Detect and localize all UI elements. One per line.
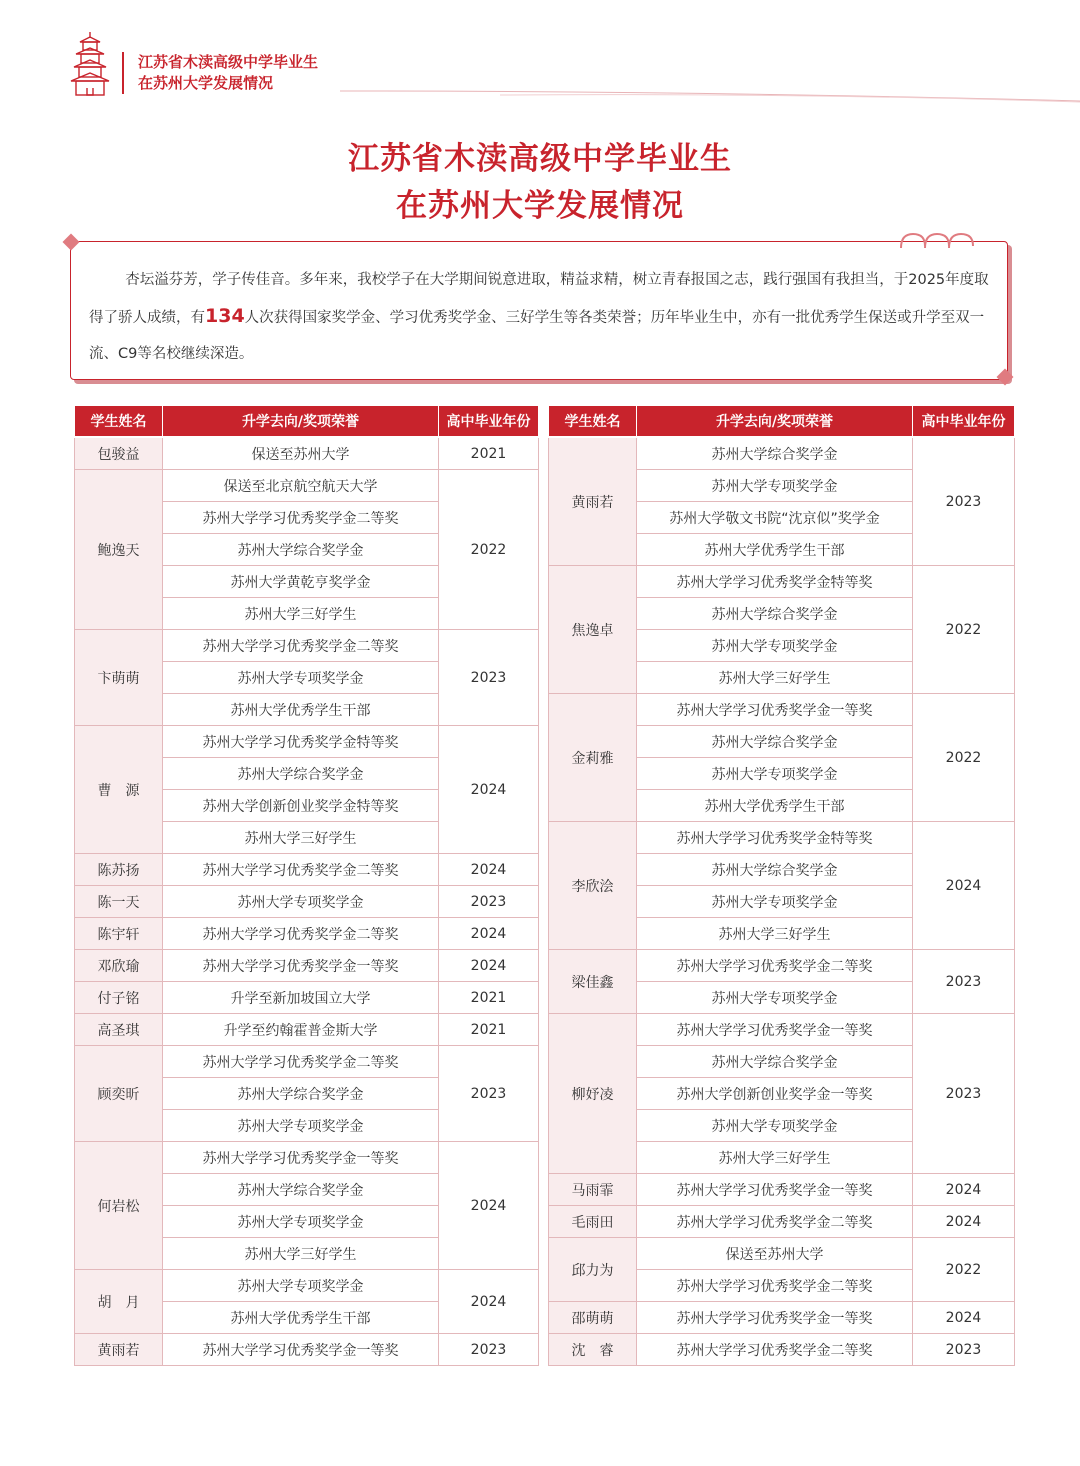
student-name: 焦逸卓	[549, 566, 637, 694]
honor-item: 苏州大学综合奖学金	[637, 598, 913, 630]
honor-item: 苏州大学综合奖学金	[163, 1078, 439, 1110]
honor-item: 苏州大学学习优秀奖学金一等奖	[637, 1302, 913, 1334]
table-row	[75, 1014, 539, 1046]
graduation-year: 2023	[439, 630, 539, 726]
honor-item: 保送至北京航空航天大学	[163, 470, 439, 502]
page-title-line1: 江苏省木渎高级中学毕业生	[348, 141, 732, 177]
graduation-year: 2023	[913, 1334, 1015, 1366]
honor-item: 苏州大学学习优秀奖学金二等奖	[637, 1334, 913, 1366]
header-name: 学生姓名	[75, 406, 163, 438]
table-row	[549, 1334, 1015, 1366]
honor-item: 保送至苏州大学	[637, 1238, 913, 1270]
table-row	[75, 1334, 539, 1366]
graduation-year: 2024	[439, 854, 539, 886]
student-name: 邵萌萌	[549, 1302, 637, 1334]
table-row	[549, 822, 1015, 854]
honor-item: 苏州大学优秀学生干部	[637, 790, 913, 822]
honor-item: 苏州大学专项奖学金	[163, 1110, 439, 1142]
honor-item: 苏州大学三好学生	[163, 1238, 439, 1270]
header-name: 学生姓名	[549, 406, 637, 438]
honor-item: 苏州大学优秀学生干部	[637, 534, 913, 566]
honor-item: 苏州大学专项奖学金	[163, 1270, 439, 1302]
header-honor: 升学去向/奖项荣誉	[163, 406, 439, 438]
honor-item: 苏州大学学习优秀奖学金特等奖	[637, 822, 913, 854]
honor-item: 苏州大学专项奖学金	[637, 470, 913, 502]
honor-item: 苏州大学学习优秀奖学金二等奖	[637, 1270, 913, 1302]
graduation-year: 2024	[913, 822, 1015, 950]
table-row	[75, 437, 539, 470]
table-row	[75, 1270, 539, 1302]
right-honors-table	[548, 405, 1015, 1366]
student-name: 包骏益	[75, 437, 163, 470]
honor-item: 苏州大学黄乾亨奖学金	[163, 566, 439, 598]
student-name: 何岩松	[75, 1142, 163, 1270]
table-row	[75, 918, 539, 950]
honor-item: 苏州大学专项奖学金	[637, 886, 913, 918]
intro-paragraph	[89, 262, 991, 372]
table-row	[75, 1142, 539, 1174]
table-row	[75, 726, 539, 758]
student-name: 卞萌萌	[75, 630, 163, 726]
table-row	[549, 1206, 1015, 1238]
graduation-year: 2022	[913, 566, 1015, 694]
honor-item: 苏州大学综合奖学金	[637, 854, 913, 886]
graduation-year: 2022	[913, 694, 1015, 822]
honor-item: 苏州大学综合奖学金	[637, 437, 913, 470]
honor-item: 苏州大学学习优秀奖学金一等奖	[637, 694, 913, 726]
honor-item: 升学至约翰霍普金斯大学	[163, 1014, 439, 1046]
honor-item: 苏州大学学习优秀奖学金二等奖	[163, 918, 439, 950]
honor-item: 苏州大学学习优秀奖学金二等奖	[163, 1046, 439, 1078]
student-name: 曹 源	[75, 726, 163, 854]
student-name: 陈宇轩	[75, 918, 163, 950]
honor-item: 苏州大学专项奖学金	[637, 1110, 913, 1142]
student-name: 黄雨若	[75, 1334, 163, 1366]
honor-item: 苏州大学综合奖学金	[163, 758, 439, 790]
honor-item: 苏州大学三好学生	[163, 822, 439, 854]
honor-item: 苏州大学学习优秀奖学金一等奖	[637, 1174, 913, 1206]
table-row	[549, 950, 1015, 982]
honor-item: 苏州大学学习优秀奖学金二等奖	[163, 854, 439, 886]
student-name: 鲍逸天	[75, 470, 163, 630]
honor-item: 苏州大学创新创业奖学金特等奖	[163, 790, 439, 822]
table-header-row	[75, 406, 539, 438]
honor-item: 苏州大学优秀学生干部	[163, 694, 439, 726]
student-name: 金莉雅	[549, 694, 637, 822]
honor-item: 苏州大学学习优秀奖学金一等奖	[163, 1334, 439, 1366]
honor-item: 苏州大学学习优秀奖学金特等奖	[163, 726, 439, 758]
table-row	[75, 886, 539, 918]
honor-item: 苏州大学三好学生	[637, 662, 913, 694]
honor-item: 苏州大学综合奖学金	[637, 1046, 913, 1078]
header-line2: 在苏州大学发展情况	[138, 74, 274, 92]
graduation-year: 2023	[439, 886, 539, 918]
honor-item: 苏州大学学习优秀奖学金一等奖	[163, 950, 439, 982]
honor-item: 苏州大学学习优秀奖学金一等奖	[637, 1014, 913, 1046]
table-row	[75, 854, 539, 886]
header-year: 高中毕业年份	[439, 406, 539, 438]
honor-item: 苏州大学学习优秀奖学金二等奖	[637, 950, 913, 982]
student-name: 毛雨田	[549, 1206, 637, 1238]
student-name: 邱力为	[549, 1238, 637, 1302]
honor-item: 苏州大学专项奖学金	[637, 630, 913, 662]
graduation-year: 2024	[439, 918, 539, 950]
student-name: 陈苏扬	[75, 854, 163, 886]
honor-item: 升学至新加坡国立大学	[163, 982, 439, 1014]
graduation-year: 2024	[439, 1142, 539, 1270]
student-name: 陈一天	[75, 886, 163, 918]
table-row	[549, 1174, 1015, 1206]
table-row	[75, 982, 539, 1014]
student-name: 马雨霏	[549, 1174, 637, 1206]
student-name: 李欣浍	[549, 822, 637, 950]
honor-item: 苏州大学学习优秀奖学金二等奖	[163, 630, 439, 662]
student-name: 沈 睿	[549, 1334, 637, 1366]
header-text	[138, 52, 318, 94]
graduation-year: 2023	[439, 1046, 539, 1142]
header-divider	[122, 52, 124, 94]
intro-box	[70, 241, 1008, 380]
graduation-year: 2021	[439, 1014, 539, 1046]
honor-item: 苏州大学专项奖学金	[163, 662, 439, 694]
honor-item: 苏州大学三好学生	[163, 598, 439, 630]
left-honors-table	[74, 405, 539, 1366]
honor-item: 苏州大学学习优秀奖学金二等奖	[637, 1206, 913, 1238]
honor-item: 苏州大学学习优秀奖学金特等奖	[637, 566, 913, 598]
table-row	[75, 950, 539, 982]
honor-item: 苏州大学综合奖学金	[163, 534, 439, 566]
honor-item: 苏州大学专项奖学金	[637, 982, 913, 1014]
header-decor-line	[0, 89, 1080, 103]
graduation-year: 2023	[913, 437, 1015, 566]
table-row	[75, 470, 539, 502]
honor-item: 保送至苏州大学	[163, 437, 439, 470]
honor-item: 苏州大学学习优秀奖学金一等奖	[163, 1142, 439, 1174]
table-row	[549, 1014, 1015, 1046]
page-header	[0, 0, 1080, 110]
graduation-year: 2023	[913, 1014, 1015, 1174]
student-name: 顾奕昕	[75, 1046, 163, 1142]
graduation-year: 2024	[439, 726, 539, 854]
graduation-year: 2024	[913, 1174, 1015, 1206]
honor-item: 苏州大学综合奖学金	[163, 1174, 439, 1206]
intro-part2: 人次获得国家奖学金、学习优秀奖学金、三好学生等各类荣誉；历年毕业生中，亦有一批优秀学生保送或升学至双一流、C9等名校继续深造。	[89, 310, 985, 362]
graduation-year: 2024	[913, 1206, 1015, 1238]
student-name: 柳妤凌	[549, 1014, 637, 1174]
table-row	[549, 437, 1015, 470]
corner-diamond-icon	[997, 369, 1014, 386]
table-row	[75, 1046, 539, 1078]
student-name: 黄雨若	[549, 437, 637, 566]
honor-item: 苏州大学综合奖学金	[637, 726, 913, 758]
student-name: 高圣琪	[75, 1014, 163, 1046]
graduation-year: 2022	[913, 1238, 1015, 1302]
intro-highlight-count: 134	[205, 305, 245, 327]
honor-item: 苏州大学专项奖学金	[163, 886, 439, 918]
honor-item: 苏州大学专项奖学金	[163, 1206, 439, 1238]
table-row	[549, 694, 1015, 726]
honor-item: 苏州大学三好学生	[637, 1142, 913, 1174]
student-name: 梁佳鑫	[549, 950, 637, 1014]
graduation-year: 2023	[439, 1334, 539, 1366]
pagoda-logo-icon	[66, 30, 114, 98]
page-title-line2: 在苏州大学发展情况	[396, 188, 684, 224]
graduation-year: 2024	[439, 950, 539, 982]
honor-item: 苏州大学创新创业奖学金一等奖	[637, 1078, 913, 1110]
table-row	[549, 1302, 1015, 1334]
header-year: 高中毕业年份	[913, 406, 1015, 438]
honor-item: 苏州大学敬文书院“沈京似”奖学金	[637, 502, 913, 534]
honor-item: 苏州大学专项奖学金	[637, 758, 913, 790]
honor-item: 苏州大学学习优秀奖学金二等奖	[163, 502, 439, 534]
graduation-year: 2024	[913, 1302, 1015, 1334]
header-honor: 升学去向/奖项荣誉	[637, 406, 913, 438]
graduation-year: 2021	[439, 982, 539, 1014]
graduation-year: 2024	[439, 1270, 539, 1334]
graduation-year: 2022	[439, 470, 539, 630]
honor-item: 苏州大学优秀学生干部	[163, 1302, 439, 1334]
student-name: 付子铭	[75, 982, 163, 1014]
student-name: 胡 月	[75, 1270, 163, 1334]
table-row	[549, 566, 1015, 598]
graduation-year: 2023	[913, 950, 1015, 1014]
student-name: 邓欣瑜	[75, 950, 163, 982]
honor-item: 苏州大学三好学生	[637, 918, 913, 950]
intro-part1: 杏坛溢芬芳，学子传佳音。多年来，我校学子在大学期间锐意进取，精益求精，树立青春报国之志，践行强国有我担当，于2025年度取得了骄人成绩，有	[89, 272, 989, 326]
header-line1: 江苏省木渎高级中学毕业生	[138, 53, 319, 71]
swirl-decor-icon	[897, 228, 977, 260]
table-row	[549, 1238, 1015, 1270]
graduation-year: 2021	[439, 437, 539, 470]
table-row	[75, 630, 539, 662]
corner-diamond-icon	[63, 234, 80, 251]
table-header-row	[549, 406, 1015, 438]
